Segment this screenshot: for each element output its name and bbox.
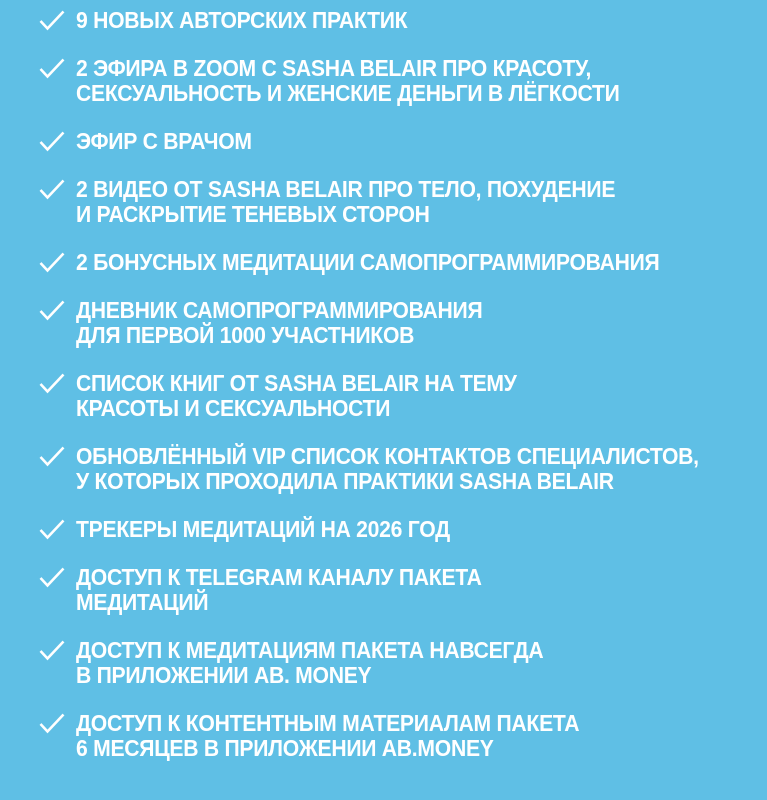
list-item-text: В ПРИЛОЖЕНИИ AB. MONEY bbox=[76, 662, 372, 688]
list-item-lines bbox=[76, 711, 623, 761]
list-item-text: МЕДИТАЦИЙ bbox=[76, 589, 209, 615]
list-item-text: У КОТОРЫХ ПРОХОДИЛА ПРАКТИКИ SASHA BELAIR bbox=[76, 468, 614, 494]
list-item-lines bbox=[76, 371, 555, 421]
list-item-text: ТРЕКЕРЫ МЕДИТАЦИЙ НА 2026 ГОД bbox=[76, 516, 450, 542]
list-item-lines bbox=[76, 177, 662, 227]
list-item-lines bbox=[76, 250, 710, 275]
list-item-text: 2 ВИДЕО ОТ SASHA BELAIR ПРО ТЕЛО, ПОХУДЕНИЕ bbox=[76, 176, 616, 202]
list-item-text: ЭФИР С ВРАЧОМ bbox=[76, 128, 252, 154]
list-item bbox=[38, 250, 759, 275]
list-item-text: ДНЕВНИК САМОПРОГРАММИРОВАНИЯ bbox=[76, 297, 483, 323]
list-item-text: И РАСКРЫТИЕ ТЕНЕВЫХ СТОРОН bbox=[76, 201, 430, 227]
list-item-lines bbox=[76, 517, 482, 542]
list-item-text: СЕКСУАЛЬНОСТЬ И ЖЕНСКИЕ ДЕНЬГИ В ЛЁГКОСТИ bbox=[76, 80, 620, 106]
list-item bbox=[38, 638, 759, 688]
list-item bbox=[38, 56, 759, 106]
checkmark-icon bbox=[38, 129, 66, 154]
list-item-lines bbox=[76, 8, 436, 33]
checkmark-icon bbox=[38, 517, 66, 542]
list-item-text: 9 НОВЫХ АВТОРСКИХ ПРАКТИК bbox=[76, 7, 408, 33]
list-item-lines bbox=[76, 129, 267, 154]
list-item-text: ДЛЯ ПЕРВОЙ 1000 УЧАСТНИКОВ bbox=[76, 322, 415, 348]
list-item-text: 6 МЕСЯЦЕВ В ПРИЛОЖЕНИИ AB.MONEY bbox=[76, 735, 494, 761]
list-item bbox=[38, 177, 759, 227]
checkmark-icon bbox=[38, 177, 66, 202]
list-item bbox=[38, 129, 759, 154]
checkmark-icon bbox=[38, 56, 66, 81]
checkmark-icon bbox=[38, 8, 66, 33]
list-item bbox=[38, 565, 759, 615]
list-item-text: ДОСТУП К МЕДИТАЦИЯМ ПАКЕТА НАВСЕГДА bbox=[76, 637, 544, 663]
checkmark-icon bbox=[38, 638, 66, 663]
checkmark-icon bbox=[38, 298, 66, 323]
list-item-lines bbox=[76, 444, 753, 494]
list-item bbox=[38, 517, 759, 542]
list-item bbox=[38, 711, 759, 761]
checkmark-icon bbox=[38, 250, 66, 275]
list-item-text: ДОСТУП К КОНТЕНТНЫМ МАТЕРИАЛАМ ПАКЕТА bbox=[76, 710, 580, 736]
list-item-lines bbox=[76, 298, 518, 348]
list-item bbox=[38, 298, 759, 348]
checkmark-icon bbox=[38, 371, 66, 396]
list-item-text: ОБНОВЛЁННЫЙ VIP СПИСОК КОНТАКТОВ СПЕЦИАЛИСТОВ, bbox=[76, 443, 699, 469]
checkmark-icon bbox=[38, 565, 66, 590]
list-item-text: 2 БОНУСНЫХ МЕДИТАЦИИ САМОПРОГРАММИРОВАНИЯ bbox=[76, 249, 660, 275]
list-item bbox=[38, 371, 759, 421]
list-item-text: 2 ЭФИРА В ZOOM С SASHA BELAIR ПРО КРАСОТУ, bbox=[76, 55, 592, 81]
list-item-text: ДОСТУП К TELEGRAM КАНАЛУ ПАКЕТА bbox=[76, 564, 482, 590]
list-item bbox=[38, 444, 759, 494]
list-item bbox=[38, 8, 759, 33]
list-item-lines bbox=[76, 565, 517, 615]
list-item-text: СПИСОК КНИГ ОТ SASHA BELAIR НА ТЕМУ bbox=[76, 370, 517, 396]
list-item-text: КРАСОТЫ И СЕКСУАЛЬНОСТИ bbox=[76, 395, 391, 421]
list-item-lines bbox=[76, 56, 667, 106]
checkmark-icon bbox=[38, 444, 66, 469]
list-item-lines bbox=[76, 638, 584, 688]
checkmark-icon bbox=[38, 711, 66, 736]
